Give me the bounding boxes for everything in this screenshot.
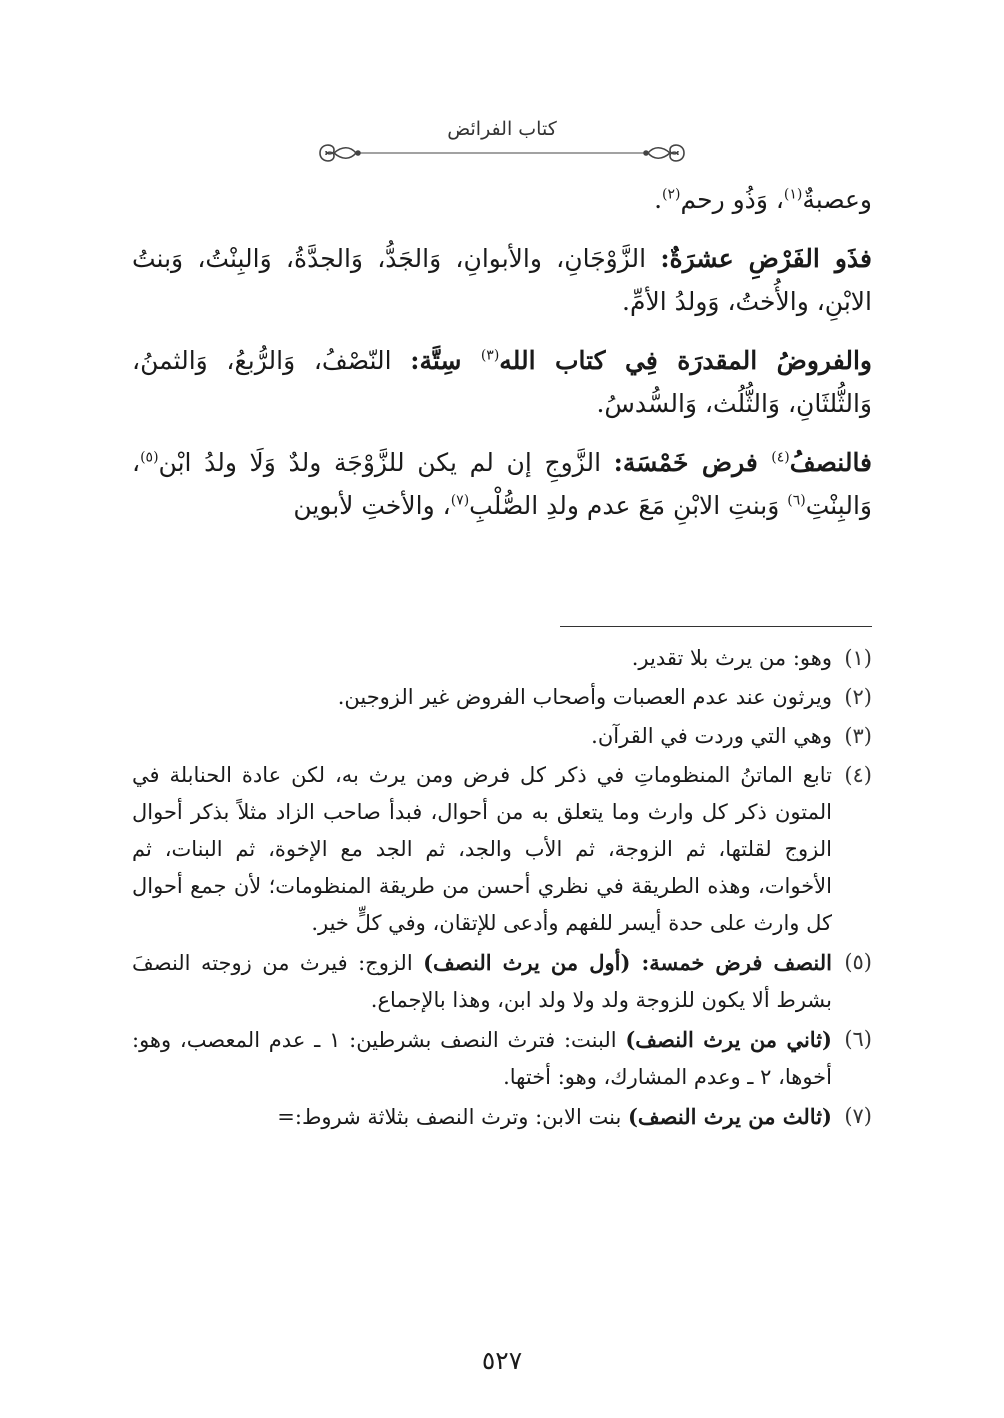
footnote-text: تابع الماتنُ المنظوماتِ في ذكر كل فرض ومن يرث به، لكن عادة الحنابلة في المتون ذكر كل وارث وما يتعلق به من أحوال، فبدأ صاحب الزاد مثلاً بذكر أحوال الزوج لقلتها، ثم الزوجة، ثم الأب والجد، ثم الجد مع الإخوة، ثم البنات، ثم الأخوات، وهذه الطريقة في نظري أحسن من طريقة المنظومات؛ لأن جمع أحوال كل وارث على حدة أيسر للفهم وأدعى للإتقان، وفي كلٍّ خير. [132, 763, 832, 935]
footnote-number: (٧) [844, 1104, 872, 1128]
paragraph-4 [132, 441, 872, 527]
footnote-ref[interactable]: (٧) [450, 492, 470, 509]
main-text [132, 178, 872, 543]
text: الزَّوْجَانِ، والأبوانِ، وَالجَدُّ، وَالجدَّةُ، وَالبِنْتُ، وَبنتُ الابْنِ، والأُختُ، وَولدُ الأمِّ. [132, 244, 872, 316]
footnote-ref[interactable]: (٦) [787, 492, 806, 509]
text: وَبنتِ الابْنِ مَعَ عدم ولدِ الصُّلْبِ [469, 491, 788, 520]
bold-text: فذَو الفَرْضِ عشرَةٌ: [660, 244, 872, 273]
footnote-number: (٤) [844, 763, 872, 787]
bold-text: (ثاني من يرث النصف) [625, 1027, 832, 1052]
footnote-text [132, 1098, 832, 1136]
bold-text: سِتَّة: [410, 346, 481, 375]
text: الزوج: فيرث من زوجته النصفَ بشرط ألا يكون للزوجة ولد ولا ولد ابن، وهذا بالإجماع. [132, 951, 832, 1012]
footnote-text: وهي التي وردت في القرآن. [591, 724, 832, 748]
text: بنت الابن: وترث النصف بثلاثة شروط:= [277, 1105, 628, 1129]
footnote-text [132, 1021, 832, 1096]
footnote-ref[interactable]: (٥) [140, 449, 159, 466]
text: . [654, 185, 663, 214]
text: البنت: فترث النصف بشرطين: ١ ـ عدم المعصب، وهو: أخوها، ٢ ـ وعدم المشارك، وهو: أختها. [132, 1028, 832, 1089]
page-header [0, 112, 1004, 172]
paragraph-2 [132, 237, 872, 323]
paragraph-3 [132, 339, 872, 425]
bold-text: والفروضُ المقدرَة فِي كتاب الله [499, 346, 872, 375]
footnote-4 [132, 757, 872, 942]
footnote-separator [560, 626, 872, 627]
footnote-1 [132, 640, 872, 677]
header-ornament-icon [312, 138, 692, 168]
footnotes [132, 640, 872, 1138]
bold-text: (ثالث من يرث النصف) [627, 1104, 832, 1129]
footnote-text [132, 944, 832, 1019]
footnote-number: (٣) [844, 724, 872, 748]
paragraph-1 [132, 178, 872, 221]
text: ، وَالبِنْتِ [132, 448, 872, 520]
footnote-ref[interactable]: (٢) [662, 186, 681, 203]
footnote-5 [132, 944, 872, 1019]
footnote-ref[interactable]: (١) [783, 186, 803, 203]
footnote-6 [132, 1021, 872, 1096]
text: ، والأختِ لأبوين [293, 491, 451, 520]
bold-text: النصف فرض خمسة: [641, 950, 832, 975]
footnote-number: (٢) [844, 685, 872, 709]
footnote-ref[interactable]: (٤) [771, 449, 790, 466]
footnote-number: (٥) [844, 950, 872, 974]
page-number: ٥٢٧ [481, 1346, 523, 1375]
footnote-text: ويرثون عند عدم العصبات وأصحاب الفروض غير الزوجين. [337, 685, 832, 709]
text: الزَّوجِ إن لم يكن للزَّوْجَة ولدٌ وَلَا ولدُ ابْن [158, 448, 614, 477]
footnote-ref[interactable]: (٣) [480, 347, 500, 364]
footnote-text: وهو: من يرث بلا تقدير. [631, 646, 832, 670]
footnote-number: (٦) [844, 1027, 872, 1051]
footnote-7 [132, 1098, 872, 1136]
bold-text: فالنصفُ [789, 448, 873, 477]
text: ، وَذُو رحم [680, 185, 784, 214]
text: وعصبةٌ [802, 185, 872, 214]
text: النّصْفُ، وَالرُّبعُ، وَالثمنُ، وَالثُّلثَانِ، وَالثُّلُث، وَالسُّدسُ. [132, 346, 872, 418]
bold-text: (أول من يرث النصف) [423, 950, 642, 975]
footnote-3 [132, 718, 872, 755]
footnote-number: (١) [844, 646, 872, 670]
footnote-2 [132, 679, 872, 716]
bold-text: فرض خَمْسَة: [613, 448, 772, 477]
running-title: كتاب الفرائض [447, 118, 557, 140]
